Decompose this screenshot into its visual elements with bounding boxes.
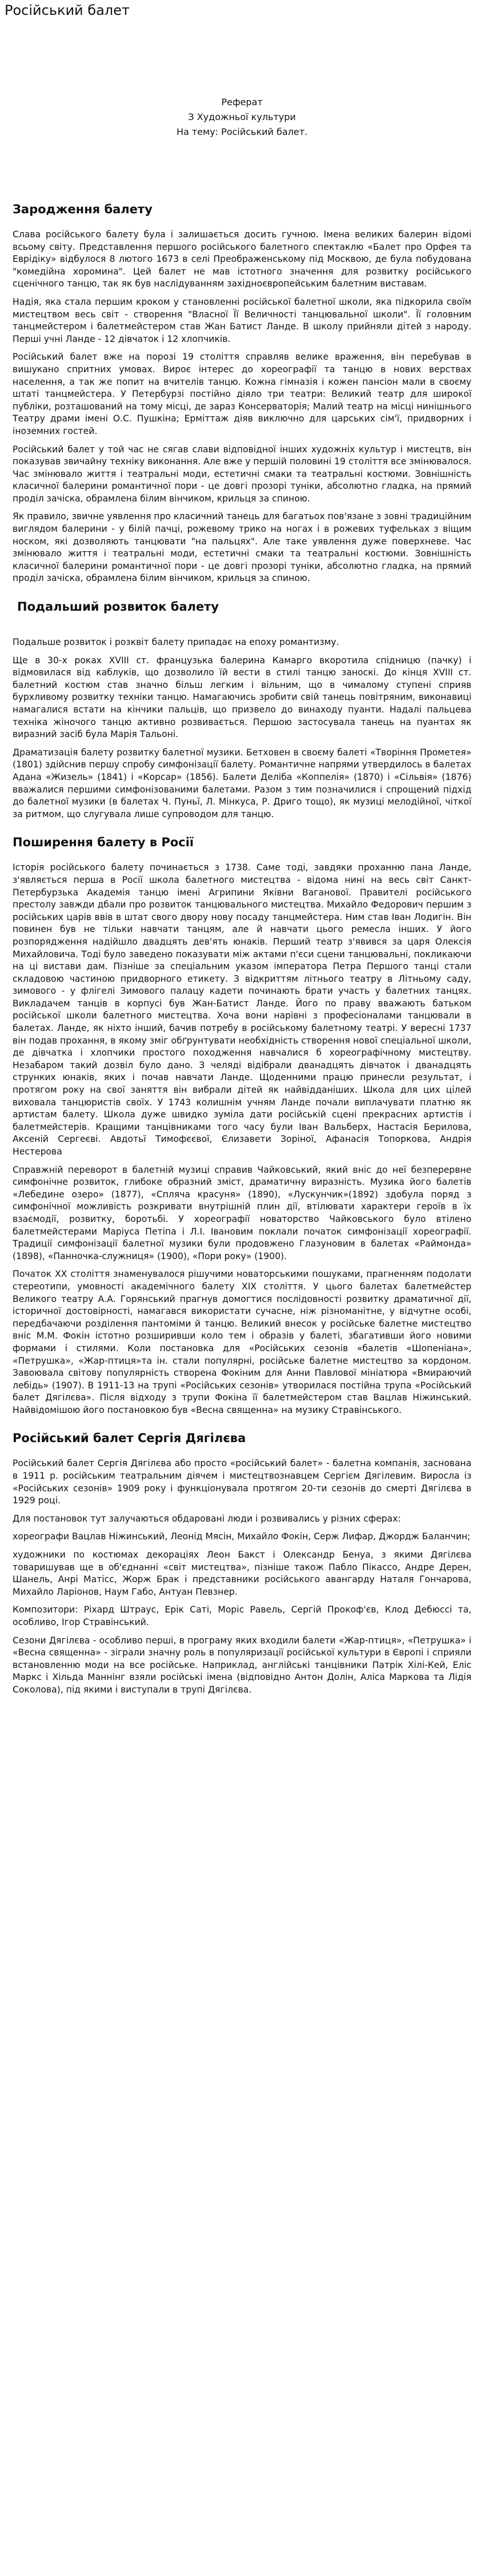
- paragraph: Слава російського балету була і залишається досить гучною. Імена великих балерин відомі всьому світу. Представлення першого російського балетного спектаклю «Балет про Орфея та Еврідіку» відбулося 8 лютого 1673 в селі Преображенському під Москвою, де була побудована "комедійна хоромина". Цей балет не мав істотного значення для розвитку російського сценічного танцю, так як був наслідуванням західноєвропейським балетним виставам.: [13, 229, 471, 289]
- paragraph: Як правило, звичне уявлення про класичний танець для багатьох пов'язане з зовні традиційним виглядом балерини - у білій пачці, рожевому трико на ногах і в рожевих туфельках з віщим носком, які дозволяють танцювати "на пальцях". Але таке уявлення дуже поверхневе. Час змінювало життя і театральні моди, естетичні смаки та театральні костюми. Зовнішність класичної балерини романтичної пори - це довгі прозорі туніки, абсолютно гладка, на прямий проділ зачіска, обрамлена білим вінчиком, крильця за спиною.: [13, 511, 471, 584]
- section-heading: Подальший розвиток балету: [17, 600, 219, 614]
- section-heading: Російський балет Сергія Дягілєва: [13, 1431, 246, 1446]
- paragraph: Російський балет вже на порозі 19 століття справляв велике враження, він перебував в вишукано спритних умовах. Вироє інтерес до хореографії та танцю в нових верствах населення, а так же попит на вчителів танцю. Кожна гімназія і кожен пансіон мали в своєму штаті танцмейстера. У Петербурзі постійно діяло три театри: Великий театр для широкої публіки, розташований на тому місці, де зараз Консерваторія; Малий театр на місці нинішнього Театру драми імені О.С. Пушкіна; Ерміттаж діяв виключно для царських сім'ї, придворних і іноземних гостей.: [13, 352, 471, 436]
- paragraph: Драматизація балету розвитку балетної музики. Бетховен в своєму балеті «Творіння Прометея» (1801) здійснив першу спробу симфонізації балету. Романтичне напрями утвердилось в балетах Адана «Жизель» (1841) і «Корсар» (1856). Балети Деліба «Коппелія» (1870) і «Сільвія» (1876) вважалися першими симфонізованими балетами. Разом з тим позначилися і спрощений підхід до балетної музики (в балетах Ч. Пуньї, Л. Мінкуса, Р. Дриго тощо), як музиці мелодійної, чіткої за ритмом, що слугувала лише супроводом для танцю.: [13, 747, 471, 819]
- paragraph: Для постановок тут залучаються обдаровані люди і розвивались у різних сферах:: [13, 1513, 401, 1524]
- paragraph: Надія, яка стала першим кроком у становленні російської балетної школи, яка підкорила своїм мистецтвом весь світ - створення "Власної Її Величності танцювальної школи". Її головним танцмейстером і балетмейстером став Жан Батист Ланде. В школу прийняли дітей з народу. Перші учні Ланде - 12 дівчаток і 12 хлопчиків.: [13, 296, 471, 344]
- paragraph: Подальше розвиток і розквіт балету припадає на епоху романтизму.: [13, 637, 339, 648]
- paragraph: Початок XX століття знаменувалося рішучими новаторськими пошуками, прагненням подолати стереотипи, умовності академічного балету XIX століття. У цього балетах балетмейстер Великого театру А.А. Горянський прагнув домогтися послідовності розвитку драматичної дії, історичної достовірності, намагався використати сучасне, ніж різноманітне, у відчутне особі, передбачаючи розділення пантоміми й танцю. Великий внесок у російське балетне мистецтво вніс М.М. Фокін істотно розширивши коло тем і образів у балеті, збагативши його новими формами і стилями. Коли постановка для «Російських сезонів «балетів «Шопеніана», «Петрушка», «Жар-птиця»та ін. стали популярні, російське балетне мистецтво за кордоном. Завоювала світову популярність створена Фокіним для Анни Павлової мініатюра «Вмираючий лебідь» (1907). В 1911-13 на трупі «Російських сезонів» утворилася постійна трупа «Російський балет Дягілєва». Після відходу з трупи Фокіна її балетмейстером став Вацлав Ніжинський. Найвідомішою його постановкою був «Весна священна» на музику Стравінського.: [13, 1269, 471, 1415]
- title-line-1: Реферат: [221, 97, 263, 108]
- section-heading: Поширення балету в Росії: [13, 835, 194, 850]
- paragraph: Сезони Дягілєва - особливо перші, в програму яких входили балети «Жар-птиця», «Петрушка» і «Весна священна» - зіграли значну роль в популяризації російської культури в Європі і сприяли встановленню моди на все російське. Наприклад, англійські танцівники Патрік Хілі-Кей, Еліс Маркс і Хільда Маннінг взяли російські імена (відповідно Антон Долін, Аліса Маркова та Лідія Соколова), під якими і виступали в трупі Дягілєва.: [13, 1635, 471, 1695]
- paragraph: Історія російського балету починається з 1738. Саме тоді, завдяки проханню пана Ланде, з'являється перша в Росії школа балетного мистецтва - відома нині на весь світ Санкт-Петербурзька Академія танцю імені Агрипини Яківни Ваганової. Правителі російського престолу завжди дбали про розвиток танцювального мистецтва. Михайло Федорович першим з російських царів ввів в штат свого двору нову посаду танцмейстера. Ним став Іван Лодигін. Він повинен був не тільки навчати танцям, але й навчати цього ремесла інших. У його розпорядження надійшло двадцять дев'ять юнаків. Перший театр з'явився за царя Олексія Михайловича. Тоді було заведено показувати між актами п'єси сцени танцювальні, покликаючи на ці вистави дам. Пізніше за спеціальним указом імператора Петра Першого танці стали складовою частиною придворного етикету. З відкриттям літнього театру в Літньому саду, зимового - у флігелі Зимового палацу кадети починають брати участь у балетних танцях. Викладачем танців в корпусі був Жан-Батист Ланде. Його по праву вважають батьком російської школи балетного мистецтва. Хоча вони нарівні з професіоналами танцювали в балетах. Ланде, як ніхто інший, бачив потребу в російському балетному театрі. У вересні 1737 він подав прохання, в якому зміг обґрунтувати необхідність створення нової спеціальної школи, де дівчатка і хлопчики простого походження навчалися б хореографічному мистецтву. Незабаром такий дозвіл було дано. З челяді відібрали дванадцять дівчаток і дванадцять струнких юнаків, яких і почав навчати Ланде. Щоденними працю принесли результат, і протягом року на свої заняття він вибрали дітей як найвідданіших. Школа для цих цілей виховала танцюристів своїх. У 1743 колишнім учням Ланде почали виплачувати платню як артистам балету. Школа дуже швидко зуміла дати російській сцені прекрасних артистів і балетмейстерів. Кращими танцівниками того часу були Іван Вальберх, Настасія Берилова, Аксеній Сергеєві. Авдотьї Тимофєєвої, Єлизавети Зоріної, Афанасія Топоркова, Андрія Нестерова: [13, 862, 471, 1157]
- paragraph: художники по костюмах декораціях Леон Бакст і Олександр Бенуа, з якими Дягілєва товаришував ще в об'єднанні «світ мистецтва», пізніше також Пабло Пікассо, Андре Дерен, Шанель, Анрі Матісс, Жорж Брак і представники російського авангарду Наталя Гончарова, Михайло Ларіонов, Наум Габо, Антуан Певзнер.: [13, 1550, 471, 1597]
- title-line-2: З Художньої культури: [188, 112, 296, 122]
- document-body: [0, 95, 484, 1725]
- section-heading: Зародження балету: [13, 202, 153, 216]
- title-line-3: На тему: Російський балет.: [176, 126, 308, 137]
- paragraph: Російський балет Сергія Дягілєва або просто «російський балет» - балетна компанія, заснована в 1911 р. російським театральним діячем і мистецтвознавцем Сергієм Дягілевим. Виросла із «Російських сезонів» 1909 року і функціонувала протягом 20-ти сезонів до смерті Дягілєва в 1929 році.: [13, 1458, 471, 1506]
- paragraph: Справжній переворот в балетній музиці справив Чайковський, який вніс до неї безперервне симфонічне розвиток, глибоке образний зміст, драматичну виразність. Музика його балетів «Лебедине озеро» (1877), «Спляча красуня» (1890), «Лускунчик»(1892) здобула поряд з симфонічної можливість розкривати внутрішній плин дії, втілювати характери героїв в їх взаємодії, розвитку, боротьбі. У хореографії новаторство Чайковського було втілено балетмейстерами Маріуса Петіпа і Л.І. Івановим поклали початок симфонізації хореографії. Традиції симфонізації балетної музики були продовжено Глазуновим в балетах «Раймонда» (1898), «Панночка-служниця» (1900), «Пори року» (1900).: [13, 1164, 471, 1261]
- paragraph: хореографи Вацлав Ніжинський, Леонід Мясін, Михайло Фокін, Серж Лифар, Джордж Баланчин;: [13, 1531, 471, 1542]
- title-block: [13, 95, 471, 140]
- paragraph: Композитори: Ріхард Штраус, Ерік Саті, Моріс Равель, Сергій Прокоф'єв, Клод Дебюссі та, особливо, Ігор Стравінський.: [13, 1604, 471, 1627]
- paragraph: Російський балет у той час не сягав слави відповідної інших художніх культур і мистецтв, він показував звичайну техніку виконання. Але вже у першій половині 19 століття все змінювалося. Час змінювало життя і театральні моди, естетичні смаки та театральні костюми. Зовнішність класичної балерини романтичної пори - це довгі прозорі туніки, абсолютно гладка, на прямий проділ зачіска, обрамлена білим вінчиком, крильця за спиною.: [13, 444, 471, 504]
- page-heading: Російський балет: [5, 2, 130, 18]
- page-header: [0, 0, 484, 27]
- paragraph: Ще в 30-х роках XVIII ст. французька балерина Камарго вкоротила спідницю (пачку) і відмовилася від каблуків, що дозволило їй вести в стилі танцю заноскі. До кінця XVIII ст. балетний костюм став значно більш легким і вільним, що в чималому ступені сприяв бурхливому розвитку техніки танцю. Намагаючись зробити свій танець повітряним, виконавиці намагалися встати на кінчики пальців, що призвело до винаходу пуанти. Надалі пальцева техніка жіночого танцю активно розвивається. Першою застосувала танець на пуантах як виразний засіб була Марія Тальоні.: [13, 655, 471, 740]
